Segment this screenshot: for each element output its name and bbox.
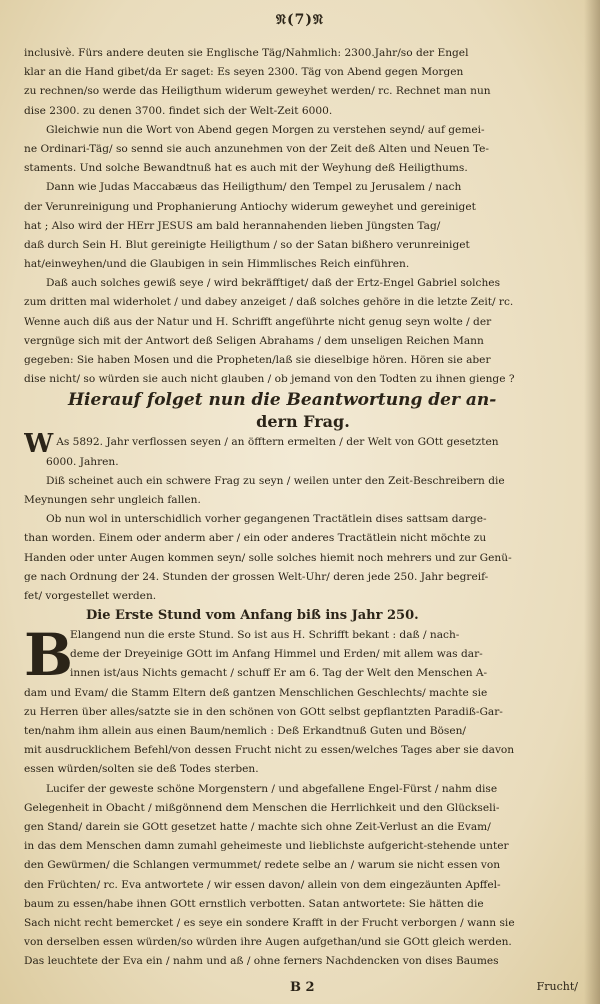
text-line: Das leuchtete der Eva ein / nahm und aß / ohne ferners Nachdencken von dises Baumes (24, 955, 499, 968)
text-block-3 (24, 621, 582, 971)
text-line: essen würden/solten sie deß Todes sterben. (24, 763, 259, 776)
text-line: den Gewürmen/ die Schlangen vermummet/ redete selbe an / warum sie nicht essen von (24, 859, 501, 872)
subheading: Die Erste Stund vom Anfang biß ins Jahr 250. (86, 608, 419, 624)
text-block-1 (24, 44, 582, 389)
text-line (24, 433, 582, 452)
text-line: zu Herren über alles/satzte sie in den schönen von GOtt selbst gepflantzten Paradiß-Gar- (24, 705, 503, 718)
section-heading: Hierauf folget nun die Beantwortung der an- (68, 390, 497, 411)
text-line: zu rechnen/so werde das Heiligthum widerum geweyhet werden/ rc. Rechnet man nun (24, 85, 491, 98)
text-line: Gelegenheit in Obacht / mißgönnend dem Menschen die Herrlichkeit und den Glückseli- (24, 801, 500, 814)
text-line: staments. Und solche Bewandtnuß hat es auch mit der Weyhung deß Heiligthums. (24, 162, 468, 175)
text-line: Diß scheinet auch ein schwere Frag zu seyn / weilen unter den Zeit-Beschreibern die (46, 474, 505, 487)
drop-cap: B (24, 621, 74, 690)
drop-cap: W (24, 433, 54, 453)
text-line: mit ausdrucklichem Befehl/von dessen Frucht nicht zu essen/welches Tages aber sie davon (24, 744, 515, 757)
text-line: vergnüge sich mit der Antwort deß Seligen Abrahams / dem unseligen Reichen Mann (24, 334, 484, 347)
text-line: dam und Evam/ die Stamm Eltern deß gantzen Menschlichen Geschlechts/ machte sie (24, 686, 488, 699)
text-line: Lucifer der geweste schöne Morgenstern / und abgefallene Engel-Fürst / nahm dise (46, 782, 498, 795)
text-line: hat/einweyhen/und die Glaubigen in sein Himmlisches Reich einführen. (24, 258, 410, 271)
text-line: Handen oder unter Augen kommen seyn/ solle solches hiemit noch mehrers und zur Genü- (24, 551, 512, 564)
text-line: innen ist/aus Nichts gemacht / schuff Er am 6. Tag der Welt den Menschen A- (70, 667, 488, 680)
text-line: daß durch Sein H. Blut gereinigte Heiligthum / so der Satan bißhero verunreiniget (24, 238, 470, 251)
text-line: gegeben: Sie haben Mosen und die Propheten/laß sie dieselbige hören. Hören sie aber (24, 354, 491, 366)
text-line: der Verunreinigung und Prophanierung Antiochy widerum geweyhet und gereiniget (24, 200, 476, 213)
page-number: 𝔑(7)𝔑 (276, 12, 324, 28)
page-footer (0, 978, 600, 1000)
text-line: Meynungen sehr ungleich fallen. (24, 493, 201, 506)
text-line-content: As 5892. Jahr verflossen seyen / an öfftern ermelten / der Welt von GOtt gesetzten (56, 436, 499, 449)
text-line: gen Stand/ darein sie GOtt gesetzet hatte / machte sich ohne Zeit-Verlust an die Evam/ (24, 820, 491, 833)
text-line: 6000. Jahren. (46, 455, 119, 468)
text-line: Wenne auch diß aus der Natur und H. Schrifft angeführte nicht genug seyn wolte / der (24, 315, 492, 328)
text-line: den Früchten/ rc. Eva antwortete / wir essen davon/ allein von dem eingezäunten Apffel- (24, 878, 501, 891)
text-line: fet/ vorgestellet werden. (24, 589, 157, 602)
text-line: inclusivè. Fürs andere deuten sie Englische Täg/Nahmlich: 2300.Jahr/so der Engel (24, 47, 469, 59)
text-line: ge nach Ordnung der 24. Stunden der grossen Welt-Uhr/ deren jede 250. Jahr begreif- (24, 570, 489, 583)
text-line: Elangend nun die erste Stund. So ist aus H. Schrifft bekant : daß / nach- (70, 629, 460, 642)
text-line: dise 2300. zu denen 3700. findet sich der Welt-Zeit 6000. (24, 104, 333, 117)
text-line: baum zu essen/habe ihnen GOtt ernstlich verbotten. Satan antwortete: Sie hätten die (24, 897, 484, 910)
text-line: than worden. Einem oder anderm aber / ein oder anderes Tractätlein nicht möchte zu (24, 532, 487, 545)
text-line: ne Ordinari-Täg/ so sennd sie auch anzunehmen von der Zeit deß Alten und Neuen Te- (24, 142, 489, 155)
text-line: dise nicht/ so würden sie auch nicht glauben / ob jemand von den Todten zu ihnen gienge ? (24, 373, 515, 386)
text-line: Ob nun wol in unterschidlich vorher gegangenen Tractätlein dises sattsam darge- (46, 513, 487, 526)
text-line: Dann wie Judas Maccabæus das Heiligthum/ den Tempel zu Jerusalem / nach (46, 181, 462, 194)
section-heading-continued: dern Frag. (256, 412, 350, 432)
text-line: Daß auch solches gewiß seye / wird bekräfftiget/ daß der Ertz-Engel Gabriel solches (46, 277, 501, 290)
text-line: in das dem Menschen damn zumahl geheimeste und lieblichste aufgericht-stehende unter (24, 840, 509, 853)
text-line: deme der Dreyeinige GOtt im Anfang Himmel und Erden/ mit allem was dar- (70, 648, 483, 661)
catchword: Frucht/ (536, 980, 578, 993)
text-block-2 (24, 433, 582, 606)
text-line: Gleichwie nun die Wort von Abend gegen Morgen zu verstehen seynd/ auf gemei- (46, 123, 485, 136)
text-line: Sach nicht recht bemercket / es seye ein sondere Krafft in der Frucht verborgen / wann sie (24, 916, 515, 929)
text-line: von derselben essen würden/so würden ihre Augen aufgethan/und sie GOtt gleich werden. (24, 936, 512, 949)
text-line: klar an die Hand gibet/da Er saget: Es seyen 2300. Täg von Abend gegen Morgen (24, 66, 464, 79)
text-line: zum dritten mal widerholet / und dabey anzeiget / daß solches gehöre in die letzte Zeit/ rc. (24, 296, 514, 309)
text-line: hat ; Also wird der HErr JESUS am bald herannahenden lieben Jüngsten Tag/ (24, 219, 441, 232)
text-line: ten/nahm ihm allein aus einen Baum/nemlich : Deß Erkandtnuß Guten und Bösen/ (24, 725, 466, 737)
signature-mark: B 2 (290, 980, 315, 995)
